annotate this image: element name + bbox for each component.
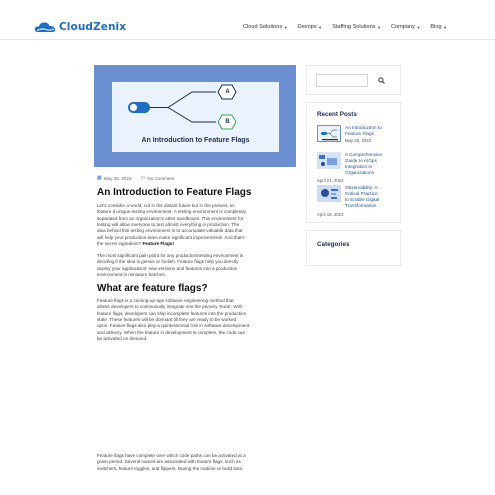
search-button[interactable]: [370, 74, 392, 87]
text-line: feature flags, developers can ship incomplete features into the production: [97, 310, 247, 316]
text-line: upon. Feature flags also play a quintessential role in software development: [97, 323, 250, 329]
text-line: state. These features will be dormant till they are ready to be worked: [97, 317, 237, 323]
text-line: deploy your applications' new versions and features into a production: [97, 265, 238, 271]
text-line: switchers, feature toggles, and flippers. During the runtime or build time,: [97, 465, 244, 471]
hexagon-b-label: B: [225, 118, 230, 125]
nav-label: Blog: [430, 24, 442, 30]
nav-label: Company: [391, 24, 415, 30]
text-line: and delivery. When the feature in development is complete, the code can: [97, 329, 246, 335]
comment-icon: ▭: [140, 175, 146, 181]
text-line: A Comprehensive: [345, 152, 382, 157]
post-comments[interactable]: [141, 175, 175, 181]
brand-logo[interactable]: [34, 18, 126, 36]
recent-post-date: April 19, 2023: [317, 212, 344, 217]
bottom-paragraph: [97, 453, 297, 472]
text-line: Observability: A: [345, 185, 378, 190]
chevron-down-icon: ▼: [377, 24, 381, 30]
text-line: Critical Practice: [345, 191, 378, 197]
featured-image-card: [112, 82, 279, 152]
definition-paragraph: [97, 298, 297, 342]
text-line: Let's consider a world, not in the distant future but in the present, to: [97, 203, 234, 208]
article-title: An Introduction to Feature Flags: [97, 187, 252, 198]
text-line: to Enable Digital: [345, 197, 380, 203]
search-input[interactable]: [316, 74, 368, 87]
chevron-down-icon: ▼: [318, 24, 323, 30]
text-line: deciding if the idea is genius or foolish. Feature flags help you directly: [97, 259, 239, 265]
post-date[interactable]: [97, 175, 132, 181]
post-date-text: May 25, 2023: [103, 175, 132, 181]
article-intro-paragraph: [97, 203, 297, 247]
recent-post-title[interactable]: [345, 125, 382, 137]
categories-title: Categories: [317, 241, 350, 248]
post-thumbnail[interactable]: [317, 152, 341, 169]
text-fragment: the secret ingredient?: [97, 241, 143, 247]
text-line: Feature flags have complete over which code paths can be activated at a: [97, 453, 246, 458]
search-icon: [378, 77, 385, 84]
categories-widget: [306, 230, 401, 266]
calendar-icon: ▦: [97, 175, 102, 181]
text-line: Organizations: [345, 170, 374, 176]
post-meta: [97, 175, 174, 181]
chevron-down-icon: ▼: [416, 24, 421, 30]
recent-posts-widget: [306, 102, 401, 223]
brand-name: CloudZenix: [59, 21, 127, 33]
text-line: feature a unique testing environment. A testing environment is completely: [97, 209, 246, 215]
post-comments-text: No Comment: [147, 175, 175, 181]
text-line: allows developers to continuously integrate into the primary 'trunk'. With: [97, 304, 243, 310]
text-line: be activated on demand.: [97, 336, 148, 342]
nav-item-cloud-solutions[interactable]: [243, 24, 288, 30]
post-thumbnail[interactable]: [317, 185, 341, 202]
nav-item-devops[interactable]: [298, 24, 322, 30]
text-line: Integration in: [345, 164, 373, 170]
text-line: separated from an organization's other sandboxes. This environment for: [97, 215, 244, 221]
text-line: Feature flags is a coming-up-age software engineering method that: [97, 298, 234, 303]
hexagon-a-label: A: [225, 88, 230, 95]
text-line: Transformation: [345, 203, 377, 209]
text-line: Feature Flags: [345, 131, 374, 137]
featured-image-title: An Introduction to Feature Flags: [141, 137, 250, 144]
chevron-down-icon: ▼: [283, 24, 288, 30]
nav-item-blog[interactable]: [430, 24, 447, 30]
text-line: testing will allow everyone to test almost everything in production. The: [97, 222, 240, 228]
recent-post-title[interactable]: [345, 185, 379, 209]
nav-label: Cloud Solutions: [243, 24, 283, 30]
main-nav: [243, 24, 447, 30]
search-widget: [306, 65, 401, 95]
recent-post-date: April 21, 2023: [317, 178, 344, 183]
chevron-down-icon: ▼: [443, 24, 448, 30]
recent-posts-title: Recent Posts: [317, 111, 357, 118]
top-navigation-bar: [0, 0, 495, 40]
text-line: The most significant pain point for any production/testing environment is: [97, 253, 244, 258]
text-line: idea behind this testing environment is to accumulate valuable data that: [97, 228, 243, 234]
aiops-thumb-icon: [317, 152, 341, 169]
cloud-logo-icon: [34, 21, 56, 33]
nav-item-staffing-solutions[interactable]: [332, 24, 381, 30]
text-line: An Introduction to: [345, 125, 382, 130]
feature-flag-diagram: [112, 82, 279, 137]
observability-thumb-icon: [317, 185, 341, 202]
feature-flag-thumb-icon: [318, 126, 341, 142]
post-thumbnail[interactable]: [317, 125, 341, 142]
nav-item-company[interactable]: [391, 24, 420, 30]
text-line: will help your production team make significant improvements. And that's: [97, 234, 245, 240]
section-heading: What are feature flags?: [97, 283, 208, 294]
article-second-paragraph: [97, 253, 297, 278]
featured-image: [94, 65, 296, 167]
recent-post-date: May 25, 2023: [345, 138, 372, 143]
feature-flags-emphasis: Feature Flags!: [142, 241, 174, 247]
nav-label: Devops: [297, 24, 317, 30]
text-line: Guide to AIOps: [345, 158, 377, 164]
text-line: given period. Several names are associated with feature flags, such as: [97, 459, 241, 465]
recent-post-title[interactable]: [345, 152, 382, 176]
text-line: [97, 241, 297, 247]
text-line: environment in miniature batches.: [97, 272, 166, 278]
nav-label: Staffing Solutions: [332, 24, 376, 30]
